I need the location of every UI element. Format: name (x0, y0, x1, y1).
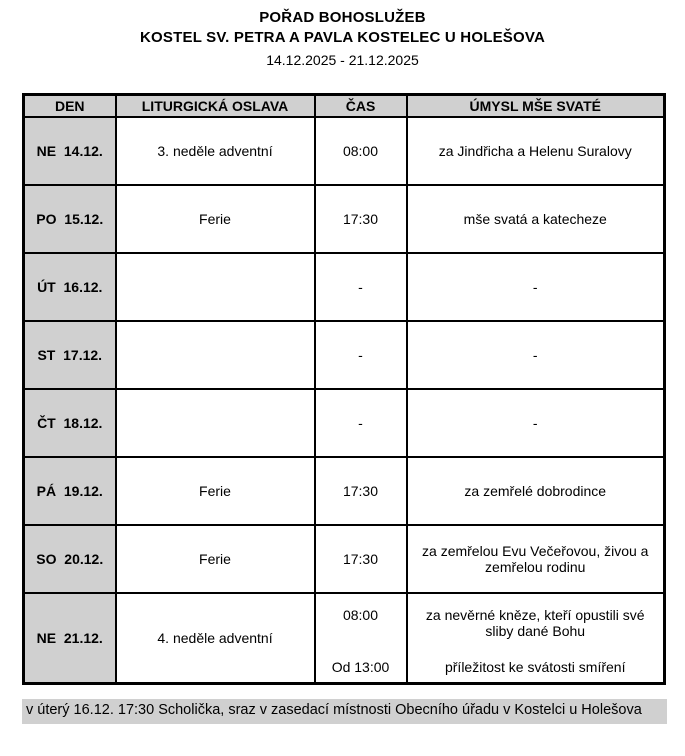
time-cell: 17:30 (315, 457, 407, 525)
celebration-cell: Ferie (116, 525, 315, 593)
intention-cell: za Jindřicha a Helenu Suralovy (407, 117, 665, 185)
page-title: POŘAD BOHOSLUŽEB (259, 9, 426, 26)
day-cell: PO 15.12. (24, 185, 116, 253)
table-row (24, 185, 665, 253)
table-row (24, 525, 665, 593)
table-row (24, 253, 665, 321)
celebration-cell (116, 253, 315, 321)
table-header-row (24, 95, 665, 118)
celebration-cell (116, 321, 315, 389)
time-cell: - (315, 253, 407, 321)
day-cell: PÁ 19.12. (24, 457, 116, 525)
table-row (24, 593, 665, 684)
day-cell: NE 21.12. (24, 593, 116, 684)
celebration-cell (116, 389, 315, 457)
celebration-cell: Ferie (116, 185, 315, 253)
time-cell (315, 593, 407, 684)
day-cell: ČT 18.12. (24, 389, 116, 457)
table-row (24, 389, 665, 457)
schedule-table (22, 93, 666, 685)
celebration-cell: 3. neděle adventní (116, 117, 315, 185)
day-cell: NE 14.12. (24, 117, 116, 185)
time-cell: 17:30 (315, 185, 407, 253)
intention-cell: za zemřelé dobrodince (407, 457, 665, 525)
intention-cell: za zemřelou Evu Večeřovou, živou a zemřelou rodinu (407, 525, 665, 593)
intention-cell: - (407, 253, 665, 321)
intention-cell: mše svatá a katecheze (407, 185, 665, 253)
time-afternoon: Od 13:00 (331, 659, 390, 675)
column-header-time: ČAS (315, 95, 407, 118)
column-header-celebration: LITURGICKÁ OSLAVA (116, 95, 315, 118)
column-header-day: DEN (24, 95, 116, 118)
intention-morning: za nevěrné kněze, kteří opustili své sliby dané Bohu (425, 607, 645, 639)
page-subtitle: KOSTEL SV. PETRA A PAVLA KOSTELEC U HOLEŠOVA (140, 29, 545, 46)
table-row (24, 457, 665, 525)
intention-cell (407, 593, 665, 684)
celebration-cell: Ferie (116, 457, 315, 525)
time-cell: 08:00 (315, 117, 407, 185)
celebration-cell: 4. neděle adventní (116, 593, 315, 684)
footer-note: v úterý 16.12. 17:30 Scholička, sraz v zasedací místnosti Obecního úřadu v Kostelci u Holešova (22, 699, 667, 724)
day-cell: ÚT 16.12. (24, 253, 116, 321)
day-cell: ST 17.12. (24, 321, 116, 389)
time-cell: - (315, 389, 407, 457)
time-cell: - (315, 321, 407, 389)
time-morning: 08:00 (342, 607, 379, 623)
day-cell: SO 20.12. (24, 525, 116, 593)
page-header (0, 0, 685, 70)
intention-cell: - (407, 389, 665, 457)
column-header-intention: ÚMYSL MŠE SVATÉ (407, 95, 665, 118)
time-cell: 17:30 (315, 525, 407, 593)
table-row (24, 117, 665, 185)
date-range: 14.12.2025 - 21.12.2025 (266, 52, 419, 68)
intention-cell: - (407, 321, 665, 389)
intention-afternoon: příležitost ke svátosti smíření (444, 659, 626, 675)
table-row (24, 321, 665, 389)
